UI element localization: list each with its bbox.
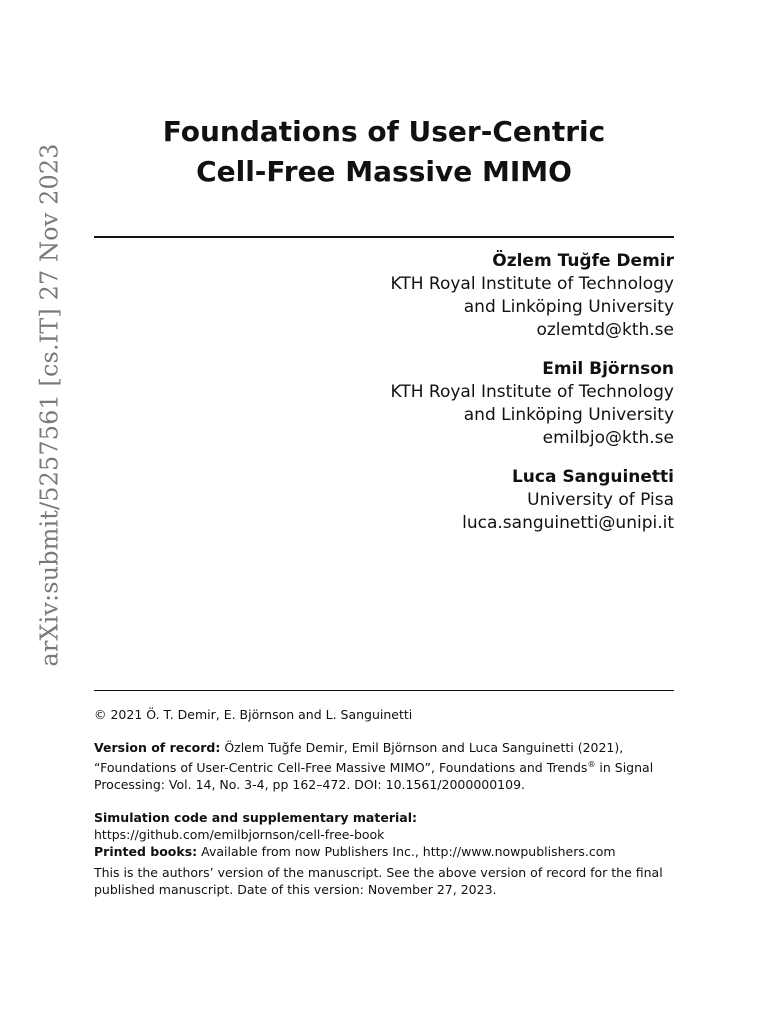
code-label: Simulation code and supplementary material: [94, 810, 417, 825]
version-of-record [94, 739, 674, 793]
arxiv-stamp-text: arXiv:submit/5257561 [cs.IT] 27 Nov 2023 [36, 143, 64, 667]
title-line-1: Foundations of User-Centric [162, 115, 606, 148]
author-list [94, 250, 674, 551]
printed-books [94, 843, 674, 860]
author-block [94, 250, 674, 342]
author-affiliation: and Linköping University [463, 405, 674, 425]
title-line-2: Cell-Free Massive MIMO [196, 155, 572, 188]
record-label: Version of record: [94, 740, 221, 755]
version-note: This is the authors’ version of the manuscript. See the above version of record for the final published manuscript. Date of this version: November 27, 2023. [94, 865, 663, 897]
bottom-divider [94, 690, 674, 691]
author-email[interactable]: emilbjo@kth.se [542, 428, 674, 448]
arxiv-stamp [30, 130, 70, 680]
record-text: Özlem Tuğfe Demir, Emil Björnson and Luca Sanguinetti (2021), “Foundations of User-Centric Cell-Free Massive MIMO”, Foundations and Trends [94, 740, 624, 775]
author-block [94, 358, 674, 450]
author-block [94, 466, 674, 535]
page-title [94, 112, 674, 192]
author-affiliation: and Linköping University [463, 297, 674, 317]
author-affiliation: KTH Royal Institute of Technology [390, 382, 674, 402]
registered-mark: ® [587, 760, 596, 769]
top-divider [94, 236, 674, 238]
record-text-2: in Signal Processing: Vol. 14, No. 3-4, pp 162–472. DOI: 10.1561/2000000109. [94, 760, 654, 792]
author-name: Özlem Tuğfe Demir [492, 251, 674, 271]
author-affiliation: KTH Royal Institute of Technology [390, 274, 674, 294]
author-affiliation: University of Pisa [527, 490, 674, 510]
author-name: Emil Björnson [542, 359, 674, 379]
printed-text[interactable]: Available from now Publishers Inc., http://www.nowpublishers.com [201, 844, 616, 859]
copyright-notice: © 2021 Ö. T. Demir, E. Björnson and L. Sanguinetti [94, 707, 413, 722]
author-email[interactable]: luca.sanguinetti@unipi.it [462, 513, 674, 533]
code-url-link[interactable]: https://github.com/emilbjornson/cell-free-book [94, 827, 385, 842]
printed-label: Printed books: [94, 844, 198, 859]
author-name: Luca Sanguinetti [511, 467, 674, 487]
publication-info [94, 706, 674, 898]
author-email[interactable]: ozlemtd@kth.se [536, 320, 674, 340]
